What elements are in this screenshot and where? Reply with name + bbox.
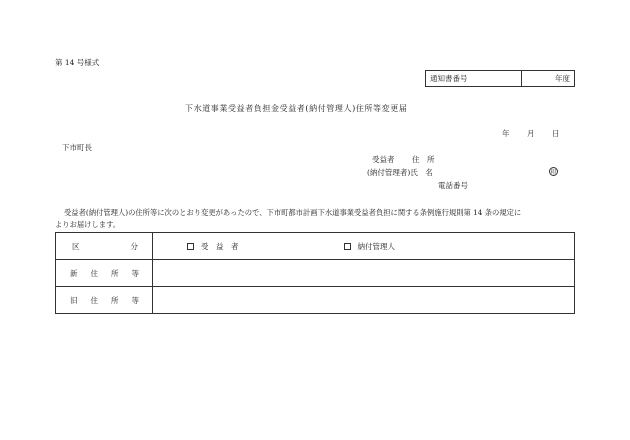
table-row-category [56,233,575,260]
notice-number-label: 通知書番号 [426,71,522,86]
beneficiary-label: 受益者 [372,155,395,164]
seal-stamp: 印 [550,169,557,176]
old-address-input-cell[interactable] [153,287,575,314]
new-address-label-cell [56,260,153,287]
addressee: 下市町長 [62,143,92,152]
agent-name-label[interactable]: (納付管理者)氏 名 [367,168,433,177]
notice-year-field[interactable] [522,71,574,86]
old-address-char: 住 [90,295,98,305]
option-beneficiary-label: 受 益 者 [201,241,239,251]
new-address-char: 住 [90,268,98,278]
new-address-char: 等 [131,268,139,278]
form-number: 第 14 号様式 [55,58,100,67]
checkbox-agent[interactable] [344,243,351,250]
new-address-char: 新 [70,268,78,278]
checkbox-beneficiary[interactable] [187,243,194,250]
new-address-char: 所 [111,268,119,278]
category-label-a: 区 [72,241,80,251]
date-month-label[interactable]: 月 [527,129,535,138]
form-title: 下水道事業受益者負担金受益者(納付管理人)住所等変更届 [185,104,408,113]
old-address-label-cell [56,287,153,314]
change-table [55,232,575,314]
old-address-char: 等 [131,295,139,305]
table-row-old-address [56,287,575,314]
option-agent-label: 納付管理人 [357,241,395,251]
category-options-cell [153,233,575,260]
body-text-line2: よりお届けします。 [55,220,121,229]
date-year-label[interactable]: 年 [502,129,510,138]
body-text-line1: 受益者(納付管理人)の住所等に次のとおり変更があったので、下市町都市計画下水道事業受益者負担に関する条例施行規則第 14 条の規定に [64,208,522,217]
notice-number-box [425,70,575,87]
address-label[interactable]: 住 所 [412,155,435,164]
phone-label[interactable]: 電話番号 [438,181,468,190]
table-row-new-address [56,260,575,287]
category-label-cell [56,233,153,260]
old-address-char: 旧 [70,295,78,305]
date-day-label[interactable]: 日 [552,129,560,138]
option-beneficiary[interactable] [187,241,239,252]
old-address-char: 所 [111,295,119,305]
new-address-input-cell[interactable] [153,260,575,287]
category-label-b: 分 [130,241,138,251]
notice-year-label: 年度 [555,74,570,83]
option-agent[interactable] [344,241,396,252]
